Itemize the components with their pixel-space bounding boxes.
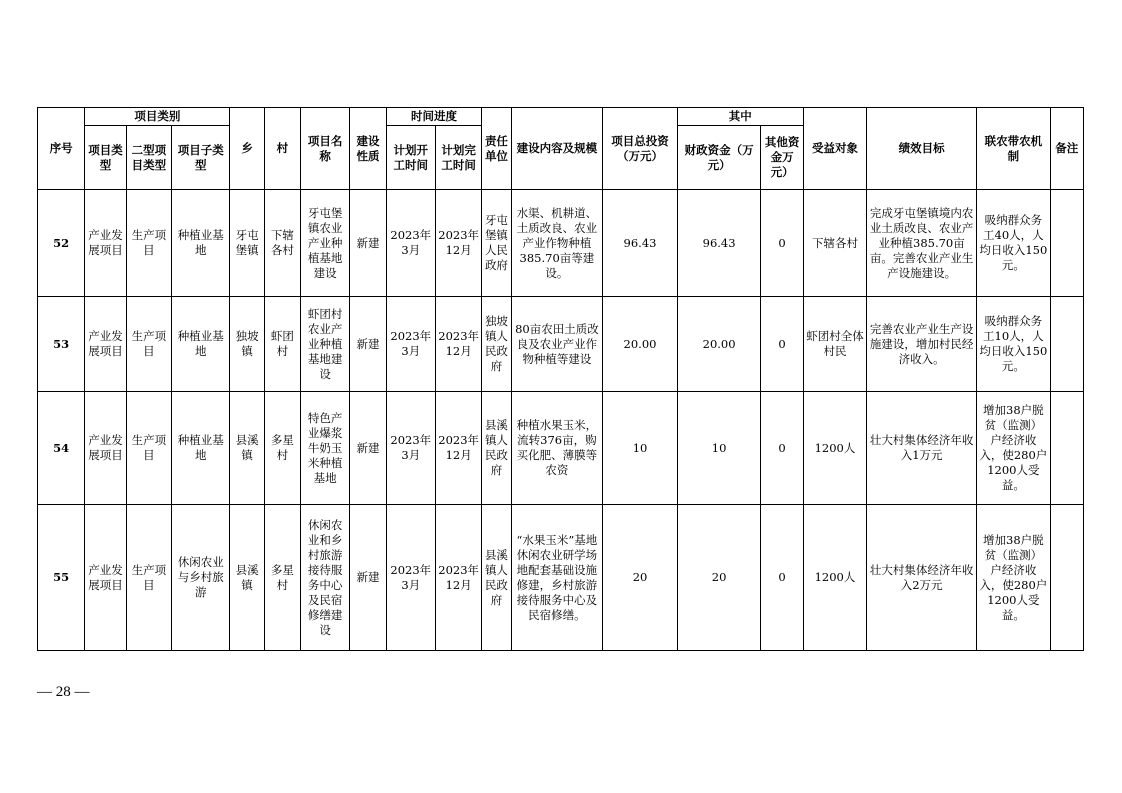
cell-content-scale: “水果玉米”基地休闲农业研学场地配套基础设施修建，乡村旅游接待服务中心及民宿修缮。 bbox=[511, 505, 603, 651]
header-category-group: 项目类别 bbox=[85, 108, 230, 126]
cell-construction-nature: 新建 bbox=[350, 505, 386, 651]
cell-other-funds: 0 bbox=[761, 505, 803, 651]
cell-seq: 55 bbox=[38, 505, 85, 651]
header-start-time: 计划开工时间 bbox=[386, 126, 435, 190]
cell-linkage-mechanism: 吸纳群众务工10人，人均日收入150元。 bbox=[977, 297, 1051, 392]
header-secondary-type: 二型项目类型 bbox=[126, 126, 171, 190]
table-row bbox=[38, 190, 1084, 297]
cell-start-time: 2023年3月 bbox=[386, 190, 435, 297]
cell-seq: 54 bbox=[38, 392, 85, 505]
header-other-funds: 其他资金万元） bbox=[761, 126, 803, 190]
cell-secondary-type: 生产项目 bbox=[126, 190, 171, 297]
cell-project-type: 产业发展项目 bbox=[85, 297, 126, 392]
cell-sub-type: 休闲农业与乡村旅游 bbox=[172, 505, 230, 651]
cell-remarks bbox=[1050, 392, 1083, 505]
cell-village: 多星村 bbox=[264, 392, 300, 505]
cell-performance-goal: 壮大村集体经济年收入1万元 bbox=[867, 392, 977, 505]
cell-other-funds: 0 bbox=[761, 190, 803, 297]
cell-remarks bbox=[1050, 297, 1083, 392]
cell-project-type: 产业发展项目 bbox=[85, 392, 126, 505]
cell-fiscal-funds: 20.00 bbox=[677, 297, 761, 392]
cell-start-time: 2023年3月 bbox=[386, 392, 435, 505]
table-row bbox=[38, 505, 1084, 651]
cell-start-time: 2023年3月 bbox=[386, 505, 435, 651]
cell-total-investment: 20 bbox=[603, 505, 678, 651]
table-row bbox=[38, 297, 1084, 392]
cell-fiscal-funds: 10 bbox=[677, 392, 761, 505]
cell-project-name: 虾团村农业产业种植基地建设 bbox=[300, 297, 349, 392]
header-beneficiaries: 受益对象 bbox=[803, 108, 866, 190]
header-sub-type: 项目子类型 bbox=[172, 126, 230, 190]
cell-sub-type: 种植业基地 bbox=[172, 297, 230, 392]
header-construction-nature: 建设性质 bbox=[350, 108, 386, 190]
cell-performance-goal: 完善农业产业生产设施建设，增加村民经济收入。 bbox=[867, 297, 977, 392]
cell-project-name: 特色产业爆浆牛奶玉米种植基地 bbox=[300, 392, 349, 505]
header-linkage-mechanism: 联农带农机制 bbox=[977, 108, 1051, 190]
cell-secondary-type: 生产项目 bbox=[126, 505, 171, 651]
cell-seq: 52 bbox=[38, 190, 85, 297]
cell-project-name: 休闲农业和乡村旅游接待服务中心及民宿修缮建设 bbox=[300, 505, 349, 651]
cell-township: 牙屯堡镇 bbox=[230, 190, 264, 297]
header-project-name: 项目名称 bbox=[300, 108, 349, 190]
cell-township: 县溪镇 bbox=[230, 505, 264, 651]
cell-project-type: 产业发展项目 bbox=[85, 505, 126, 651]
header-fiscal-funds: 财政资金（万元） bbox=[677, 126, 761, 190]
cell-performance-goal: 壮大村集体经济年收入2万元 bbox=[867, 505, 977, 651]
cell-fiscal-funds: 96.43 bbox=[677, 190, 761, 297]
cell-end-time: 2023年12月 bbox=[435, 190, 481, 297]
header-end-time: 计划完工时间 bbox=[435, 126, 481, 190]
cell-beneficiaries: 1200人 bbox=[803, 392, 866, 505]
header-content-scale: 建设内容及规模 bbox=[511, 108, 603, 190]
cell-linkage-mechanism: 增加38户脱贫（监测）户经济收入，使280户1200人受益。 bbox=[977, 392, 1051, 505]
cell-end-time: 2023年12月 bbox=[435, 392, 481, 505]
cell-construction-nature: 新建 bbox=[350, 190, 386, 297]
cell-start-time: 2023年3月 bbox=[386, 297, 435, 392]
header-seq: 序号 bbox=[38, 108, 85, 190]
cell-project-type: 产业发展项目 bbox=[85, 190, 126, 297]
cell-beneficiaries: 1200人 bbox=[803, 505, 866, 651]
cell-linkage-mechanism: 增加38户脱贫（监测）户经济收入，使280户1200人受益。 bbox=[977, 505, 1051, 651]
cell-content-scale: 水渠、机耕道、土质改良、农业产业作物种植385.70亩等建设。 bbox=[511, 190, 603, 297]
cell-linkage-mechanism: 吸纳群众务工40人，人均日收入150元。 bbox=[977, 190, 1051, 297]
cell-responsible-unit: 独坡镇人民政府 bbox=[482, 297, 511, 392]
header-project-type: 项目类型 bbox=[85, 126, 126, 190]
header-responsible-unit: 责任单位 bbox=[482, 108, 511, 190]
cell-township: 独坡镇 bbox=[230, 297, 264, 392]
cell-end-time: 2023年12月 bbox=[435, 297, 481, 392]
header-remarks: 备注 bbox=[1050, 108, 1083, 190]
cell-content-scale: 80亩农田土质改良及农业产业作物种植等建设 bbox=[511, 297, 603, 392]
header-schedule-group: 时间进度 bbox=[386, 108, 482, 126]
cell-seq: 53 bbox=[38, 297, 85, 392]
cell-content-scale: 种植水果玉米，流转376亩，购买化肥、薄膜等农资 bbox=[511, 392, 603, 505]
cell-responsible-unit: 县溪镇人民政府 bbox=[482, 505, 511, 651]
cell-responsible-unit: 牙屯堡镇人民政府 bbox=[482, 190, 511, 297]
page-number: — 28 — bbox=[37, 684, 90, 700]
cell-other-funds: 0 bbox=[761, 297, 803, 392]
cell-remarks bbox=[1050, 190, 1083, 297]
cell-end-time: 2023年12月 bbox=[435, 505, 481, 651]
project-table bbox=[37, 107, 1084, 651]
header-of-which-group: 其中 bbox=[677, 108, 803, 126]
header-total-investment: 项目总投资（万元） bbox=[603, 108, 678, 190]
cell-secondary-type: 生产项目 bbox=[126, 392, 171, 505]
header-township: 乡 bbox=[230, 108, 264, 190]
cell-total-investment: 20.00 bbox=[603, 297, 678, 392]
cell-township: 县溪镇 bbox=[230, 392, 264, 505]
cell-village: 虾团村 bbox=[264, 297, 300, 392]
cell-total-investment: 96.43 bbox=[603, 190, 678, 297]
cell-village: 多星村 bbox=[264, 505, 300, 651]
cell-construction-nature: 新建 bbox=[350, 392, 386, 505]
table-row bbox=[38, 392, 1084, 505]
cell-village: 下辖各村 bbox=[264, 190, 300, 297]
cell-other-funds: 0 bbox=[761, 392, 803, 505]
header-performance-goal: 绩效目标 bbox=[867, 108, 977, 190]
cell-beneficiaries: 下辖各村 bbox=[803, 190, 866, 297]
cell-performance-goal: 完成牙屯堡镇境内农业土质改良、农业产业种植385.70亩亩。完善农业产业生产设施建设。 bbox=[867, 190, 977, 297]
cell-sub-type: 种植业基地 bbox=[172, 392, 230, 505]
cell-construction-nature: 新建 bbox=[350, 297, 386, 392]
cell-total-investment: 10 bbox=[603, 392, 678, 505]
cell-beneficiaries: 虾团村全体村民 bbox=[803, 297, 866, 392]
header-village: 村 bbox=[264, 108, 300, 190]
cell-remarks bbox=[1050, 505, 1083, 651]
cell-project-name: 牙屯堡镇农业产业种植基地建设 bbox=[300, 190, 349, 297]
cell-responsible-unit: 县溪镇人民政府 bbox=[482, 392, 511, 505]
cell-fiscal-funds: 20 bbox=[677, 505, 761, 651]
cell-secondary-type: 生产项目 bbox=[126, 297, 171, 392]
cell-sub-type: 种植业基地 bbox=[172, 190, 230, 297]
